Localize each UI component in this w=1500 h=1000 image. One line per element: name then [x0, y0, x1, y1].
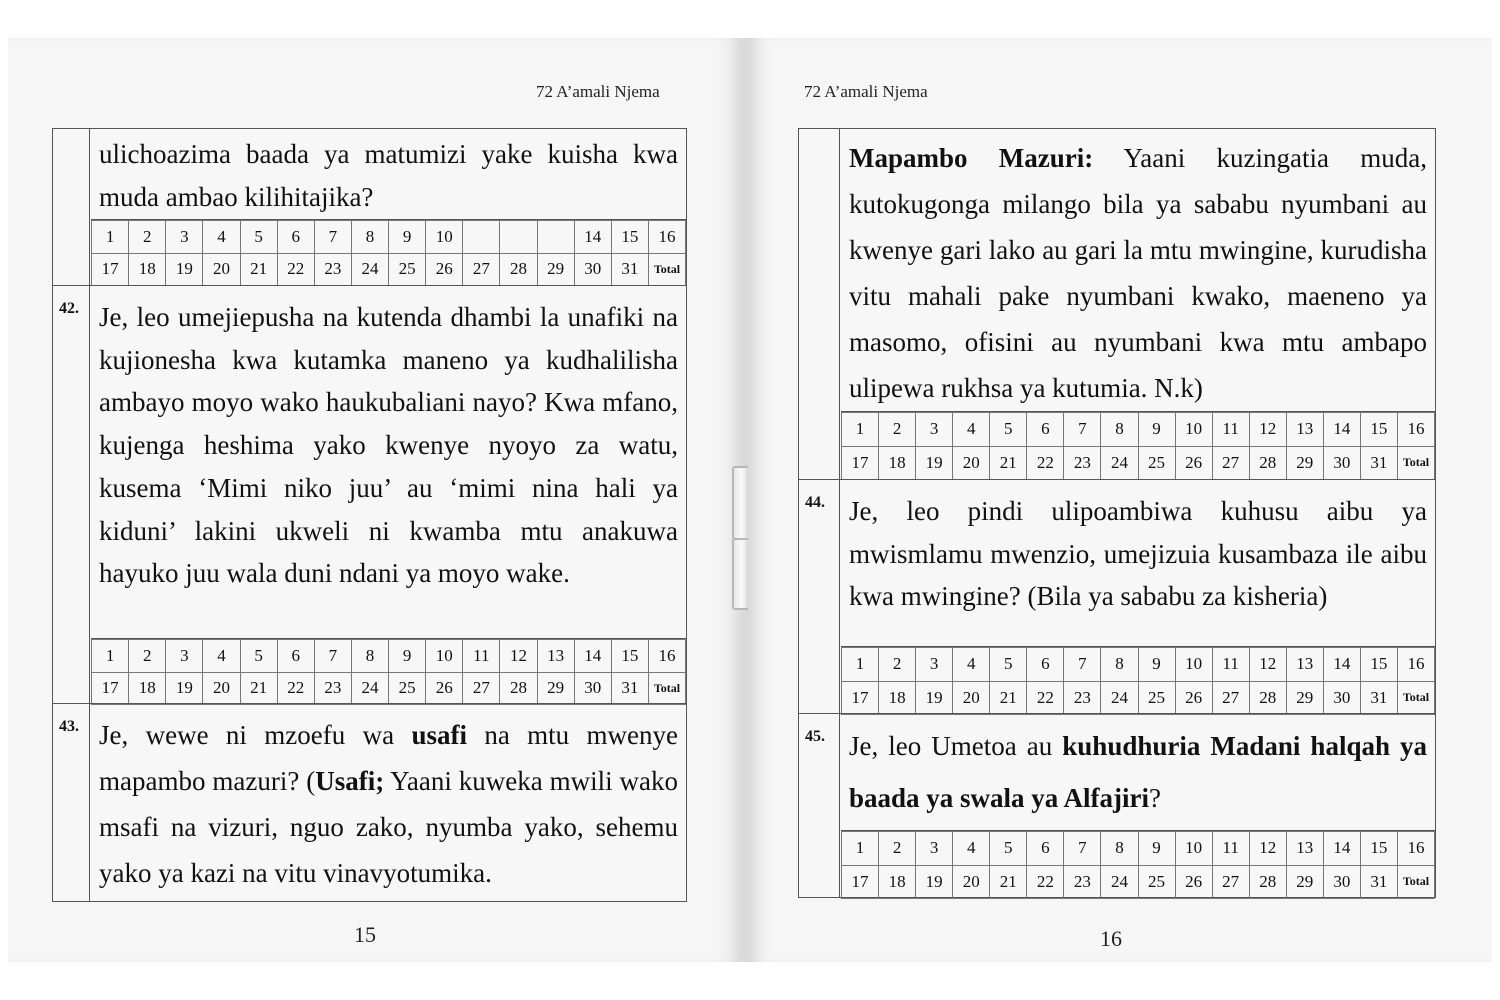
day-cell: 28: [1249, 446, 1286, 480]
day-cell: 25: [389, 672, 426, 705]
day-cell: 14: [1323, 648, 1360, 682]
day-cell: 13: [537, 640, 574, 673]
day-cell: 16: [1397, 413, 1434, 447]
day-cell: [500, 221, 537, 254]
left-page: [8, 38, 742, 962]
day-cell: 17: [842, 865, 879, 899]
question-45-text: Je, leo Umetoa au kuhudhuria Madani halqah ya baada ya swala ya Alfajiri?: [849, 731, 1427, 813]
day-cell: 9: [1138, 832, 1175, 866]
day-cell: 10: [1175, 832, 1212, 866]
day-cell: 19: [916, 681, 953, 715]
day-cell: 28: [500, 672, 537, 705]
day-cell: 23: [1064, 681, 1101, 715]
total-cell: Total: [1397, 681, 1434, 715]
question-43-text: Je, wewe ni mzoefu wa usafi na mtu mwenye mapambo mazuri? (Usafi; Yaani kuweka mwili wako msafi na vizuri, nguo zako, nyumba yako, sehemu yako ya kazi na vitu vinavyotumika.: [99, 720, 678, 888]
day-cell: 30: [1323, 446, 1360, 480]
total-cell: Total: [648, 253, 685, 286]
day-cell: 7: [1064, 832, 1101, 866]
day-cell: 31: [611, 672, 648, 705]
day-cell: 1: [92, 640, 129, 673]
day-cell: 29: [537, 253, 574, 286]
day-cell: 3: [166, 221, 203, 254]
day-cell: 17: [92, 253, 129, 286]
day-cell: 10: [1175, 413, 1212, 447]
day-cell: 4: [203, 221, 240, 254]
day-cell: 15: [1360, 648, 1397, 682]
day-cell: 24: [1101, 681, 1138, 715]
question-45: [799, 713, 1435, 898]
day-cell: 16: [648, 221, 685, 254]
day-cell: 11: [1212, 648, 1249, 682]
day-cell: 19: [916, 865, 953, 899]
day-cell: 18: [879, 681, 916, 715]
day-cell: 1: [842, 648, 879, 682]
day-cell: 22: [277, 253, 314, 286]
day-cell: 9: [1138, 413, 1175, 447]
day-cell: 9: [389, 221, 426, 254]
day-cell: 27: [1212, 865, 1249, 899]
day-cell: 27: [1212, 446, 1249, 480]
day-cell: 6: [1027, 832, 1064, 866]
day-cell: 27: [463, 253, 500, 286]
day-cell: 18: [879, 446, 916, 480]
day-cell: 5: [990, 648, 1027, 682]
day-cell: 29: [537, 672, 574, 705]
day-cell: 1: [842, 413, 879, 447]
day-cell: 21: [990, 446, 1027, 480]
day-cell: 12: [500, 640, 537, 673]
page-number-right: 16: [1100, 926, 1122, 951]
day-cell: 23: [314, 253, 351, 286]
day-grid-42: [91, 638, 686, 705]
day-cell: 13: [1286, 832, 1323, 866]
day-cell: 25: [389, 253, 426, 286]
day-cell: 4: [203, 640, 240, 673]
day-cell: 28: [1249, 681, 1286, 715]
day-cell: 6: [277, 221, 314, 254]
day-cell: 6: [277, 640, 314, 673]
day-cell: 1: [842, 832, 879, 866]
day-cell: 16: [1397, 648, 1434, 682]
day-cell: 19: [166, 253, 203, 286]
day-cell: 4: [953, 648, 990, 682]
day-cell: 28: [500, 253, 537, 286]
day-cell: 26: [426, 672, 463, 705]
day-cell: 20: [203, 253, 240, 286]
day-cell: [537, 221, 574, 254]
day-cell: 5: [990, 413, 1027, 447]
day-cell: 29: [1286, 865, 1323, 899]
question-42: [53, 285, 686, 704]
day-cell: 14: [1323, 413, 1360, 447]
book-spread: [8, 38, 1492, 962]
day-cell: 27: [463, 672, 500, 705]
day-cell: 18: [129, 672, 166, 705]
day-cell: 24: [351, 253, 388, 286]
day-cell: 8: [1101, 648, 1138, 682]
day-cell: 23: [1064, 446, 1101, 480]
day-cell: 16: [648, 640, 685, 673]
day-cell: 31: [1360, 446, 1397, 480]
day-cell: 15: [1360, 832, 1397, 866]
day-cell: 14: [574, 221, 611, 254]
question-41-continued: [53, 129, 686, 285]
day-cell: 11: [1212, 413, 1249, 447]
day-cell: 12: [1249, 832, 1286, 866]
day-cell: 29: [1286, 681, 1323, 715]
question-42-text: Je, leo umejiepusha na kutenda dhambi la unafiki na kujionesha kwa kutamka maneno ya kudhalilisha ambayo moyo wako haukubaliani nayo? Kwa mfano, kujenga heshima yako kwenye nyoyo za watu, kusema ‘Mimi niko juu’ au ‘mimi nina hali ya kiduni’ lakini ukweli ni kwamba mtu anakuwa hayuko juu wala duni ndani ya moyo wake.: [99, 302, 678, 589]
day-cell: 5: [240, 221, 277, 254]
day-cell: 5: [990, 832, 1027, 866]
day-cell: 2: [129, 640, 166, 673]
day-cell: 31: [1360, 681, 1397, 715]
day-cell: 20: [953, 446, 990, 480]
day-cell: 7: [314, 640, 351, 673]
day-cell: 20: [203, 672, 240, 705]
day-cell: 17: [92, 672, 129, 705]
day-cell: 15: [611, 640, 648, 673]
day-cell: 23: [1064, 865, 1101, 899]
question-number: 45.: [805, 728, 825, 745]
day-cell: 2: [879, 832, 916, 866]
day-cell: 10: [1175, 648, 1212, 682]
day-cell: 11: [1212, 832, 1249, 866]
day-cell: 2: [129, 221, 166, 254]
day-cell: 14: [574, 640, 611, 673]
day-cell: 9: [1138, 648, 1175, 682]
day-cell: 26: [426, 253, 463, 286]
day-cell: 3: [166, 640, 203, 673]
day-cell: 8: [1101, 413, 1138, 447]
day-cell: 22: [277, 672, 314, 705]
day-cell: 8: [351, 221, 388, 254]
day-cell: [463, 221, 500, 254]
total-cell: Total: [648, 672, 685, 705]
running-header-right: 72 A’amali Njema: [804, 82, 928, 101]
right-page: [748, 38, 1492, 962]
day-cell: 25: [1138, 865, 1175, 899]
day-cell: 30: [1323, 865, 1360, 899]
day-cell: 3: [916, 648, 953, 682]
page-number-left: 15: [354, 922, 376, 947]
day-cell: 24: [1101, 865, 1138, 899]
total-cell: Total: [1397, 446, 1434, 480]
total-cell: Total: [1397, 865, 1434, 899]
day-cell: 18: [879, 865, 916, 899]
question-44: [799, 479, 1435, 714]
question-number: 42.: [59, 300, 79, 317]
day-cell: 4: [953, 832, 990, 866]
day-cell: 15: [1360, 413, 1397, 447]
day-cell: 22: [1027, 681, 1064, 715]
day-cell: 26: [1175, 865, 1212, 899]
day-cell: 23: [314, 672, 351, 705]
day-cell: 13: [1286, 413, 1323, 447]
day-cell: 10: [426, 221, 463, 254]
day-cell: 21: [240, 672, 277, 705]
day-cell: 19: [916, 446, 953, 480]
day-cell: 17: [842, 446, 879, 480]
day-cell: 8: [351, 640, 388, 673]
day-cell: 15: [611, 221, 648, 254]
day-cell: 24: [1101, 446, 1138, 480]
day-cell: 4: [953, 413, 990, 447]
day-cell: 30: [1323, 681, 1360, 715]
day-cell: 6: [1027, 413, 1064, 447]
day-cell: 13: [1286, 648, 1323, 682]
day-cell: 7: [1064, 413, 1101, 447]
day-grid-44: [841, 646, 1435, 715]
question-number: 43.: [59, 718, 79, 735]
day-cell: 9: [389, 640, 426, 673]
day-cell: 30: [574, 672, 611, 705]
day-cell: 12: [1249, 413, 1286, 447]
running-header-left: 72 A’amali Njema: [536, 82, 660, 101]
day-cell: 19: [166, 672, 203, 705]
question-44-text: Je, leo pindi ulipoambiwa kuhusu aibu ya mwismlamu mwenzio, umejizuia kusambaza ile aibu kwa mwingine? (Bila ya sababu za kisheria): [849, 496, 1427, 612]
day-cell: 25: [1138, 681, 1175, 715]
day-cell: 2: [879, 413, 916, 447]
day-cell: 5: [240, 640, 277, 673]
day-cell: 8: [1101, 832, 1138, 866]
day-cell: 28: [1249, 865, 1286, 899]
day-cell: 16: [1397, 832, 1434, 866]
question-43: [53, 703, 686, 902]
day-cell: 6: [1027, 648, 1064, 682]
day-cell: 31: [1360, 865, 1397, 899]
day-cell: 14: [1323, 832, 1360, 866]
day-cell: 29: [1286, 446, 1323, 480]
day-cell: 21: [990, 865, 1027, 899]
day-cell: 10: [426, 640, 463, 673]
day-cell: 31: [611, 253, 648, 286]
day-cell: 26: [1175, 446, 1212, 480]
day-cell: 22: [1027, 446, 1064, 480]
question-43-continued: [799, 129, 1435, 479]
day-cell: 24: [351, 672, 388, 705]
day-cell: 30: [574, 253, 611, 286]
question-number: 44.: [805, 494, 825, 511]
day-cell: 12: [1249, 648, 1286, 682]
checklist-table-left: [52, 128, 687, 902]
day-cell: 20: [953, 681, 990, 715]
question-41-text: ulichoazima baada ya matumizi yake kuisha kwa muda ambao kilihitajika?: [99, 139, 678, 212]
day-cell: 25: [1138, 446, 1175, 480]
day-cell: 22: [1027, 865, 1064, 899]
question-43-continued-text: Mapambo Mazuri: Yaani kuzingatia muda, kutokugonga milango bila ya sababu nyumbani au kwenye gari lako au gari la mtu mwingine, kurudisha vitu mahali pake nyumbani kwako, maeneno ya masomo, ofisini au nyumbani kwa mtu ambapo ulipewa rukhsa ya kutumia. N.k): [849, 143, 1427, 403]
day-cell: 27: [1212, 681, 1249, 715]
day-cell: 20: [953, 865, 990, 899]
day-cell: 1: [92, 221, 129, 254]
day-cell: 2: [879, 648, 916, 682]
day-cell: 17: [842, 681, 879, 715]
day-cell: 3: [916, 832, 953, 866]
day-cell: 3: [916, 413, 953, 447]
day-grid-41: [91, 219, 686, 286]
day-grid-45: [841, 830, 1435, 899]
day-cell: 26: [1175, 681, 1212, 715]
day-cell: 18: [129, 253, 166, 286]
day-grid-43: [841, 411, 1435, 480]
day-cell: 7: [1064, 648, 1101, 682]
checklist-table-right: [798, 128, 1436, 898]
day-cell: 11: [463, 640, 500, 673]
day-cell: 21: [240, 253, 277, 286]
day-cell: 21: [990, 681, 1027, 715]
day-cell: 7: [314, 221, 351, 254]
